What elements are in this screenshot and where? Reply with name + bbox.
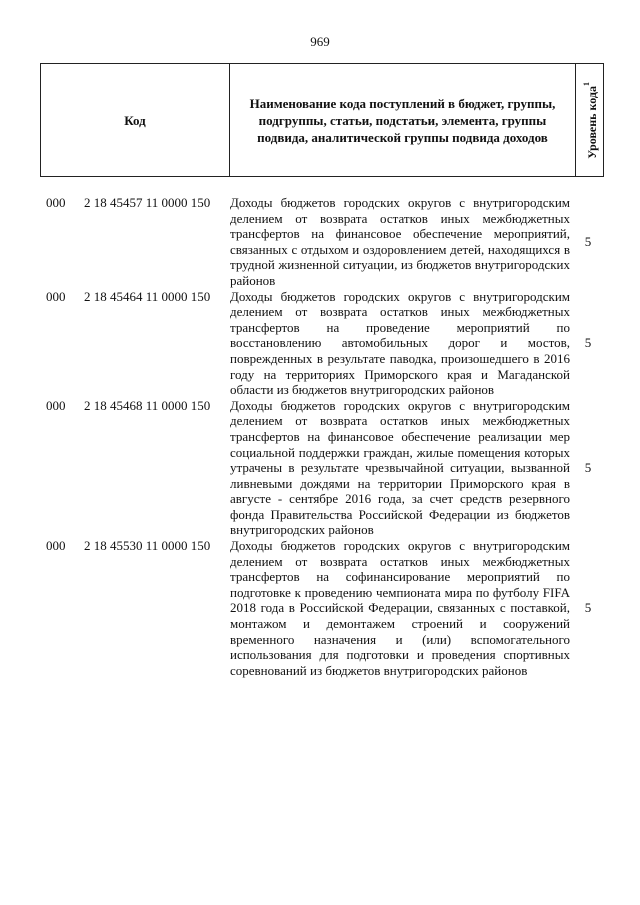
code-level: 5: [584, 335, 592, 351]
revenue-name: Доходы бюджетов городских округов с внутригородским делением от возврата остатков иных межбюджетных трансфертов на софинансирование мероприятий по подготовке к проведению чемпионата мира по футболу FIFA 2018 года в Российской Федерации, связанных с поставкой, монтажом и демонтажем строений и сооружений временного назначения и (или) вспомогательного использования для подготовки и проведения спортивных соревнований из бюджетов внутригородских районов: [230, 538, 570, 678]
header-level: [576, 64, 603, 176]
admin-code: 000: [46, 195, 66, 210]
table-row: [46, 538, 606, 678]
admin-code: 000: [46, 288, 66, 304]
code-level: 5: [584, 600, 592, 616]
header-name: Наименование кода поступлений в бюджет, группы, подгруппы, статьи, подстатьи, элемента, группы подвида, аналитической группы подвида доходов: [230, 64, 576, 176]
table-body: [46, 195, 606, 678]
header-code: Код: [41, 64, 230, 176]
header-level-label: Уровень кода: [585, 85, 599, 159]
revenue-code: 2 18 45530 11 0000 150: [84, 538, 211, 554]
table-header: [40, 63, 604, 177]
revenue-code: 2 18 45468 11 0000 150: [84, 397, 211, 413]
admin-code: 000: [46, 397, 66, 413]
header-level-footnote: 1: [582, 81, 591, 86]
table-row: [46, 398, 606, 538]
revenue-code: 2 18 45457 11 0000 150: [84, 195, 211, 210]
page-number: 969: [310, 34, 330, 49]
revenue-name: Доходы бюджетов городских округов с внутригородским делением от возврата остатков иных межбюджетных трансфертов на проведение мероприятий по восстановлению автомобильных дорог и мостов, поврежденных в результате паводка, произошедшего в 2016 году на территориях Приморского края и Магаданской области из бюджетов внутригородских районов: [230, 288, 570, 398]
revenue-name: Доходы бюджетов городских округов с внутригородским делением от возврата остатков иных межбюджетных трансфертов на финансовое обеспечение реализации мер социальной поддержки граждан, жилые помещения которых утрачены в результате чрезвычайной ситуации, вызванной ливневыми дождями на территории Приморского края в августе - сентябре 2016 года, за счет средств резервного фонда Правительства Российской Федерации из бюджетов внутригородских районов: [230, 397, 570, 538]
revenue-code: 2 18 45464 11 0000 150: [84, 288, 211, 304]
revenue-name: Доходы бюджетов городских округов с внутригородским делением от возврата остатков иных межбюджетных трансфертов на финансовое обеспечение мероприятий, связанных с отдыхом и оздоровлением детей, находящихся в трудной жизненной ситуации, из бюджетов внутригородских районов: [230, 195, 570, 288]
table-row: [46, 289, 606, 398]
code-level: 5: [584, 233, 592, 249]
code-level: 5: [584, 460, 592, 476]
table-row: [46, 195, 606, 289]
admin-code: 000: [46, 538, 66, 554]
